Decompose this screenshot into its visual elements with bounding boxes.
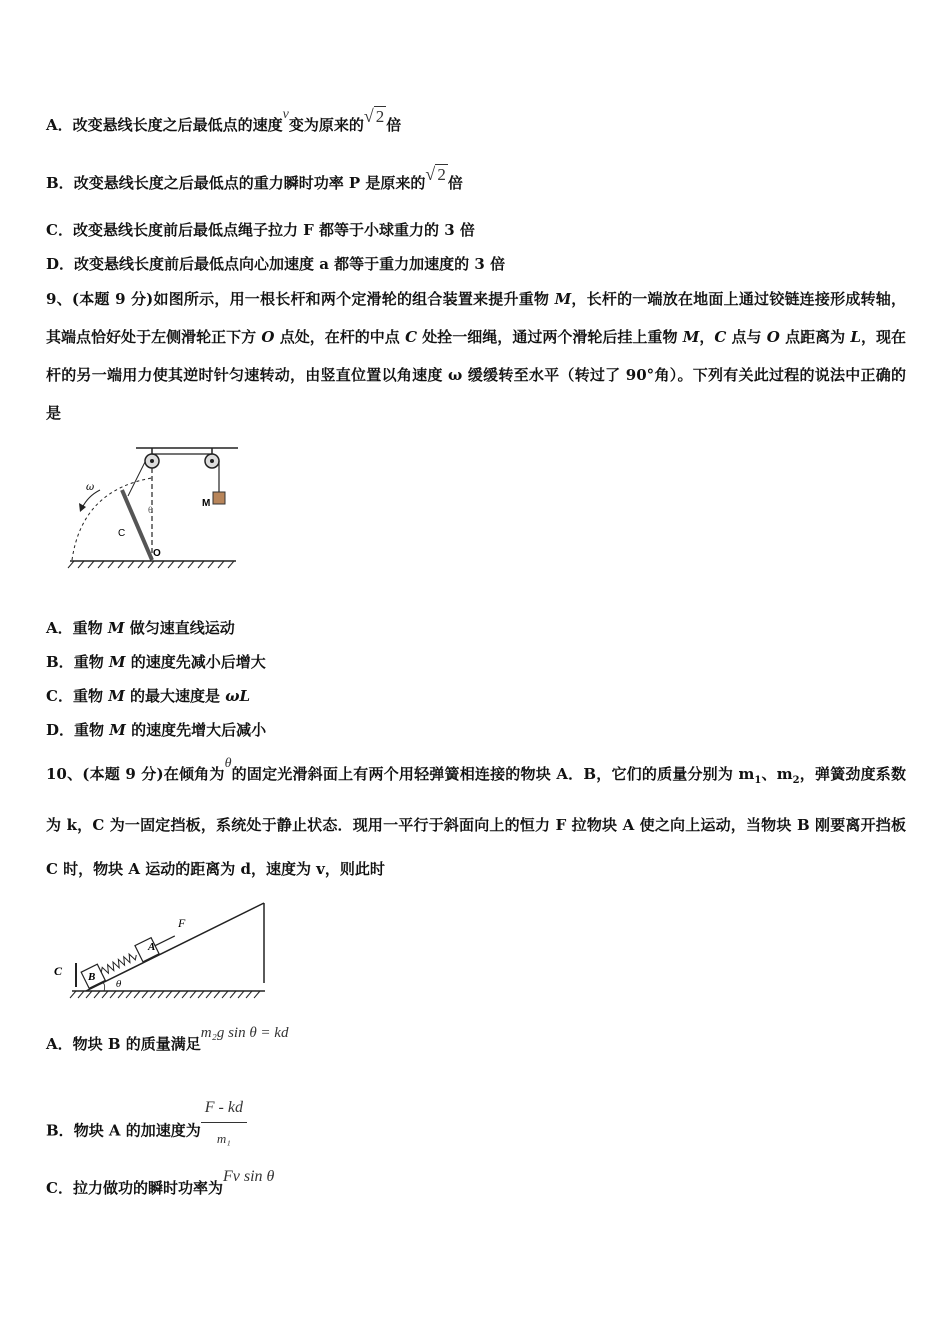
q9-pulley-figure xyxy=(60,440,250,575)
weight-m xyxy=(213,492,225,504)
label-b: B xyxy=(88,971,96,983)
label-theta: θ xyxy=(148,506,153,515)
label-theta: θ xyxy=(116,980,122,990)
ground-hatch xyxy=(68,561,234,568)
label-omega: ω xyxy=(86,482,95,493)
q9-stem: 9、(本题 9 分)如图所示，用一根长杆和两个定滑轮的组合装置来提升重物 M，长杆的一端放在地面上通过铰链连接形成转轴，其端点恰好处于左侧滑轮正下方 O 点处，在杆的中点 C 处拴一细绳，通过两个滑轮后挂上重物 M，C 点与 O 点距离为 L，现在杆的另一端用力使其逆时针匀速转动，由竖直位置以角速度 ω 缓缓转至水平（转过了 90°角）。下列有关此过程的说法中正确的是 xyxy=(46,290,906,422)
q9-option-b: B．重物 M 的速度先减小后增大 xyxy=(46,653,266,671)
label-a: A xyxy=(148,941,156,953)
q9-option-d: D．重物 M 的速度先增大后减小 xyxy=(46,721,267,739)
sqrt-symbol: √ 2 xyxy=(425,164,446,184)
q10-option-c: C．拉力做功的瞬时功率为Fv sin θ xyxy=(46,1168,275,1197)
q10-option-b: B．物块 A 的加速度为 $\frac{F - kd}{\text{m₁}}$ xyxy=(46,1104,247,1159)
rod xyxy=(122,490,152,560)
fraction: $\frac{F - kd}{\text{m₁}}$ xyxy=(201,1096,247,1151)
q8-option-b: B．改变悬线长度之后最低点的重力瞬时功率 P 是原来的√ 2 倍 xyxy=(46,164,463,192)
q8-option-d: D．改变悬线长度前后最低点向心加速度 a 都等于重力加速度的 3 倍 xyxy=(46,255,506,273)
label-f: F xyxy=(178,916,186,930)
label-m: M xyxy=(202,498,211,509)
force-arrow xyxy=(155,936,175,946)
block-a xyxy=(135,938,159,962)
q10-incline-figure xyxy=(50,895,280,1005)
q8-option-c: C．改变悬线长度前后最低点绳子拉力 F 都等于小球重力的 3 倍 xyxy=(46,221,475,239)
q9-option-a: A．重物 M 做匀速直线运动 xyxy=(46,619,235,637)
ground-hatch xyxy=(70,991,260,998)
q10-stem: 10、(本题 9 分)在倾角为θ的固定光滑斜面上有两个用轻弹簧相连接的物块 A．B，它们的质量分别为 $m_1$、$m_2$，弹簧劲度系数为 k，C 为一固定挡板，系统处于静止状态．现用一平行于斜面向上的恒力 F 拉物块 A 使之向上运动，当物块 B 刚要离开挡板 C 时，物块 A 运动的距离为 d，速度为 v，则此时 xyxy=(46,756,907,878)
q9-option-c: C．重物 M 的最大速度是 ωL xyxy=(46,687,251,705)
label-o: O xyxy=(153,548,161,559)
spring xyxy=(100,951,139,975)
label-c: C xyxy=(118,528,126,539)
q8-option-a: A．改变悬线长度之后最低点的速度v变为原来的√ 2 倍 xyxy=(46,106,402,134)
sqrt-symbol: √ 2 xyxy=(363,106,385,126)
label-c: C xyxy=(54,964,63,978)
q10-option-a: A．物块 B 的质量满足m₂g sin θ = kd xyxy=(46,1025,289,1053)
